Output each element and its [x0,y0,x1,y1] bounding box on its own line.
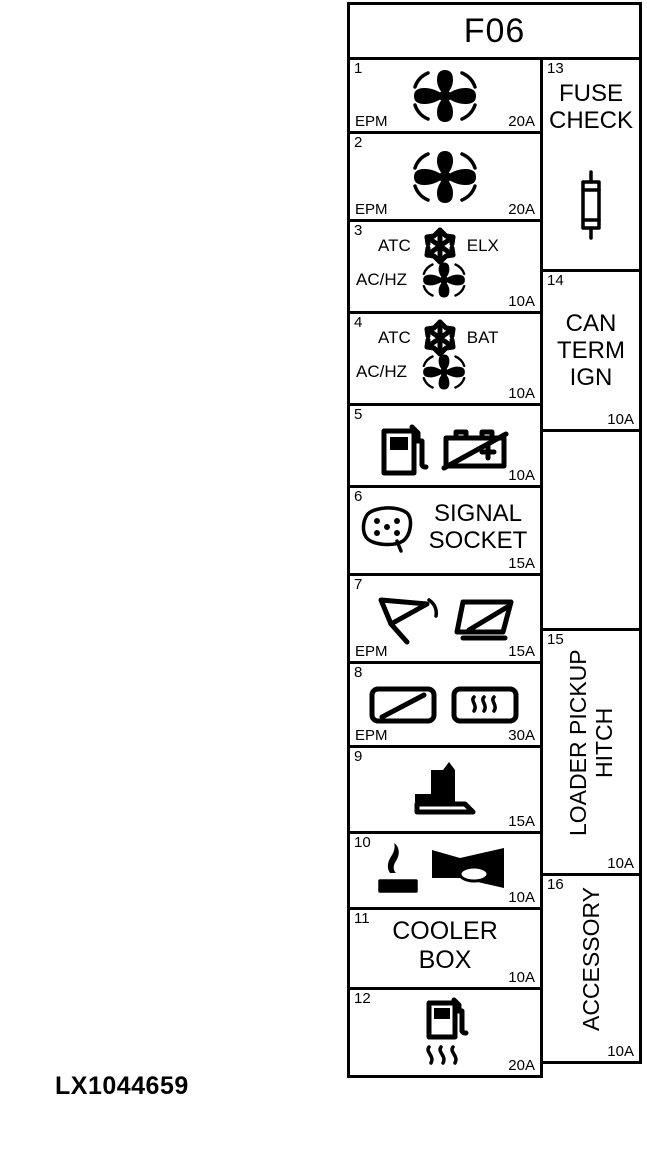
fuse-check-label: FUSE CHECK [548,80,633,134]
part-number-label: LX1044659 [55,1072,189,1100]
fuse-number: 14 [547,272,564,289]
battery-icon [440,424,512,474]
fuse-number: 16 [547,876,564,893]
fuse-amp: 10A [508,889,535,906]
fuse-amp: 10A [607,1043,634,1060]
fuse-amp: 10A [508,293,535,310]
rear-defrost-icon [448,681,524,729]
fuse-cell-13[interactable] [543,60,642,272]
fuse-cell-11[interactable] [347,910,543,990]
fuse-number: 15 [547,631,564,648]
signal-socket-label: SIGNAL SOCKET [428,499,528,554]
fuse-number: 10 [354,834,371,851]
can-term-ign-label: CAN TERM IGN [557,310,625,391]
fuse-number: 1 [354,60,363,77]
fuse-number: 5 [354,406,363,423]
diagram-header [347,2,642,60]
fan-icon [413,258,475,302]
fuse-tag: EPM [355,201,388,218]
fuse-cell-1[interactable] [347,60,543,134]
fuse-amp: 20A [508,1057,535,1074]
cooler-box-label: COOLER BOX [392,916,498,974]
fuse-amp: 30A [508,727,535,744]
header-title: F06 [463,11,526,50]
fan-icon [413,350,475,394]
fuse-amp: 15A [508,643,535,660]
achz-label: AC/HZ [356,270,407,289]
fuse-cell-5[interactable] [347,406,543,488]
fuse-number: 8 [354,664,363,681]
fuse-cell-6[interactable] [347,488,543,576]
fuse-cell-7[interactable] [347,576,543,664]
fuse-amp: 20A [508,201,535,218]
fuse-number: 11 [354,910,370,927]
fuse-amp: 20A [508,113,535,130]
fuse-number: 3 [354,222,363,239]
signal-socket-icon [357,501,417,553]
fuse-amp: 15A [508,555,535,572]
fuse-cell-blank [543,432,642,628]
fuse-number: 6 [354,488,363,505]
bat-label: BAT [466,328,499,347]
fuse-number: 13 [547,60,564,77]
fuse-cell-16[interactable] [543,876,642,1064]
fuse-tag: EPM [355,643,388,660]
fuse-number: 4 [354,314,363,331]
fuse-cell-3[interactable] [347,222,543,314]
fuse-number: 12 [354,990,371,1007]
fuse-cell-2[interactable] [347,134,543,222]
rear-window-wiper-icon [453,590,523,648]
achz-label: AC/HZ [356,362,407,381]
fuse-cell-8[interactable] [347,664,543,748]
atc-label: ATC [378,328,411,347]
right-fuse-column [543,60,642,1064]
accessory-label: ACCESSORY [578,887,604,1032]
rear-wiper-icon [366,681,442,729]
fuse-cell-15[interactable] [543,628,642,876]
elx-label: ELX [466,236,499,255]
fuse-icon [543,170,639,240]
fuse-cell-12[interactable] [347,990,543,1078]
horn-icon [426,844,512,890]
fuse-number: 2 [354,134,363,151]
fuse-tag: EPM [355,113,388,130]
cigarette-lighter-icon [378,837,418,897]
fuse-amp: 10A [607,411,634,428]
loader-pickup-hitch-label: LOADER PICKUP HITCH [565,649,617,837]
left-fuse-column [347,60,543,1078]
fuse-amp: 10A [508,467,535,484]
fuel-pump-icon [378,421,430,477]
windshield-washer-icon [367,590,451,648]
fuse-tag: EPM [355,727,388,744]
fuse-number: 7 [354,576,363,593]
fuse-amp: 10A [508,969,535,986]
fuse-amp: 15A [508,813,535,830]
fuse-number: 9 [354,748,363,765]
fuse-cell-9[interactable] [347,748,543,834]
fuse-cell-4[interactable] [347,314,543,406]
fuse-cell-10[interactable] [347,834,543,910]
fuse-box-diagram [347,2,644,1150]
fuse-cell-14[interactable] [543,272,642,432]
fuse-amp: 10A [607,855,634,872]
atc-label: ATC [378,236,411,255]
fuse-amp: 10A [508,385,535,402]
